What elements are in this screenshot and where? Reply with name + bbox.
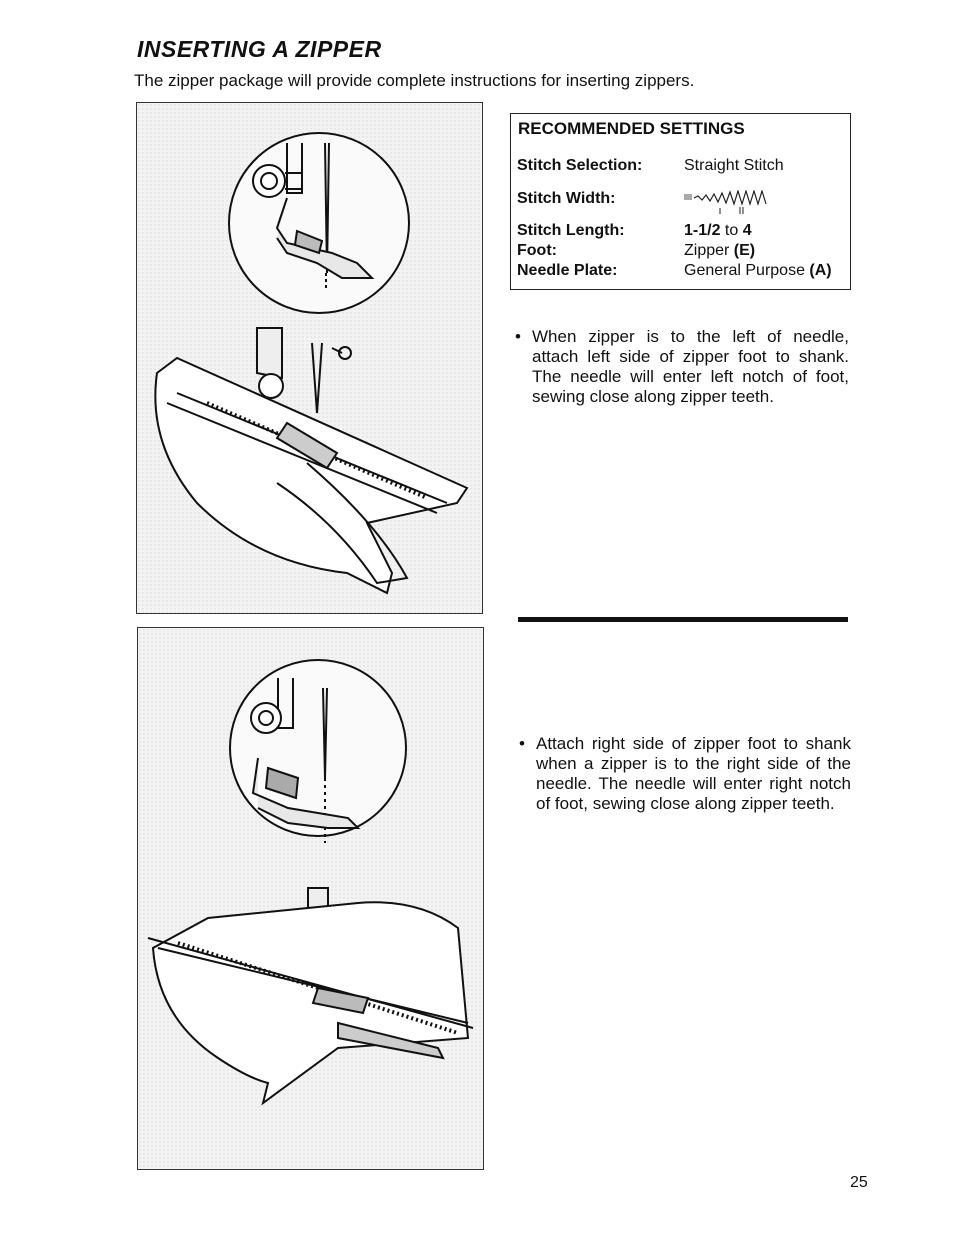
setting-label: Stitch Width:	[517, 190, 616, 207]
intro-text: The zipper package will provide complete instructions for inserting zippers.	[134, 71, 695, 90]
settings-heading: RECOMMENDED SETTINGS	[518, 119, 745, 138]
instruction-right-zipper	[519, 734, 851, 814]
setting-value: General Purpose (A)	[684, 262, 832, 279]
setting-value: Straight Stitch	[684, 157, 784, 174]
instruction-text: When zipper is to the left of needle, attach left side of zipper foot to shank. The needle will enter left notch of foot, sewing close along zipper teeth.	[532, 327, 849, 406]
instruction-text: Attach right side of zipper foot to shank when a zipper is to the right side of the needle. The needle will enter right notch of foot, sewing close along zipper teeth.	[536, 734, 851, 813]
section-divider	[518, 617, 848, 622]
recommended-settings-box	[510, 113, 851, 290]
bullet-icon: •	[515, 327, 521, 346]
instruction-left-zipper	[515, 327, 849, 407]
setting-label: Foot:	[517, 242, 557, 259]
setting-value: 1-1/2 to 4	[684, 222, 752, 239]
setting-label: Needle Plate:	[517, 262, 618, 279]
illustration-zipper-left	[136, 102, 483, 614]
illustration-zipper-right	[137, 627, 484, 1170]
bullet-icon: •	[519, 734, 525, 753]
stitch-width-indicator-icon	[684, 190, 774, 221]
setting-value: Zipper (E)	[684, 242, 756, 259]
zipper-foot-right-drawing	[138, 628, 485, 1171]
page-title: INSERTING A ZIPPER	[137, 36, 382, 62]
zipper-foot-left-drawing	[137, 103, 484, 615]
page-number: 25	[850, 1174, 868, 1191]
setting-label: Stitch Selection:	[517, 157, 643, 174]
setting-label: Stitch Length:	[517, 222, 625, 239]
